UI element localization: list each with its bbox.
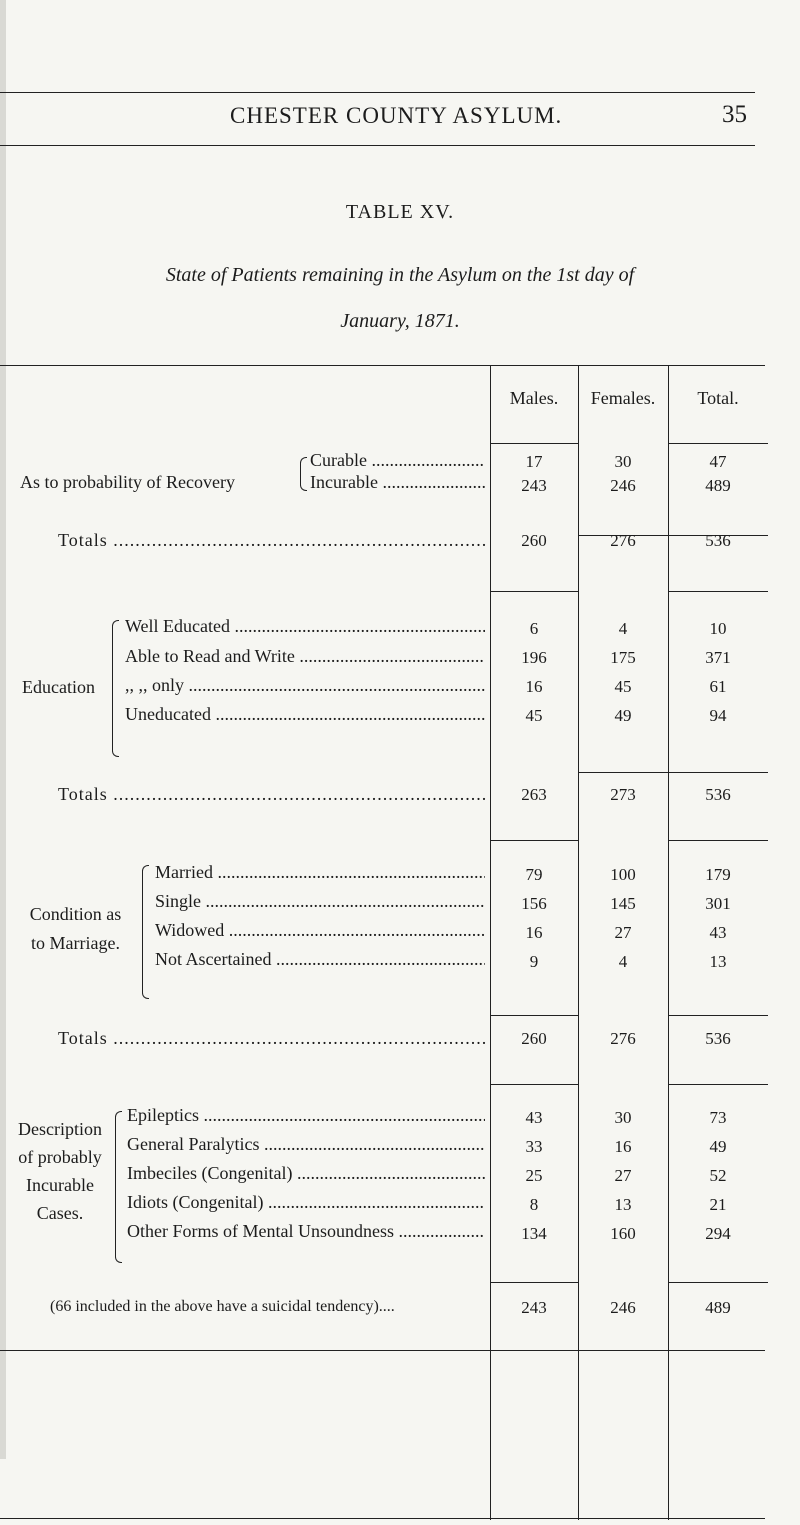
cell-married-females: 100 bbox=[610, 865, 636, 884]
cell-other-forms-females: 160 bbox=[610, 1224, 636, 1243]
cell-well-educated-total: 10 bbox=[709, 619, 727, 638]
section-rule bbox=[668, 1084, 768, 1085]
cell-totals-education-females: 273 bbox=[610, 785, 636, 804]
section-rule bbox=[668, 772, 768, 773]
page-number: 35 bbox=[722, 101, 747, 128]
cell-epileptics-males: 43 bbox=[525, 1108, 543, 1127]
cell-not-ascertained-females: 4 bbox=[618, 952, 628, 971]
marriage-brace bbox=[142, 865, 149, 999]
table-title: TABLE XV. bbox=[345, 201, 455, 223]
section-rule bbox=[490, 1084, 578, 1085]
cell-uneducated-males: 45 bbox=[525, 706, 543, 725]
cell-read-write-total: 371 bbox=[705, 648, 731, 667]
cell-single-total: 301 bbox=[705, 894, 731, 913]
cell-totals-marriage-females: 276 bbox=[610, 1029, 636, 1048]
row-label-not-ascertained: Not Ascertained ..... bbox=[155, 949, 485, 970]
cell-epileptics-total: 73 bbox=[709, 1108, 727, 1127]
section-rule bbox=[490, 840, 578, 841]
cell-single-males: 156 bbox=[521, 894, 547, 913]
cell-only-males: 16 bbox=[525, 677, 543, 696]
row-label-only: ,, ,, only ..... bbox=[125, 675, 485, 696]
cell-not-ascertained-total: 13 bbox=[709, 952, 727, 971]
cell-imbeciles-males: 25 bbox=[525, 1166, 543, 1185]
section-rule bbox=[668, 591, 768, 592]
cell-general-paralytics-females: 16 bbox=[614, 1137, 632, 1156]
marriage-group-label-line-1: Condition as bbox=[29, 904, 122, 924]
cell-widowed-males: 16 bbox=[525, 923, 543, 942]
cell-idiots-males: 8 bbox=[529, 1195, 539, 1214]
section-rule bbox=[490, 443, 578, 444]
incurable-group-label-line-3: Incurable bbox=[26, 1175, 94, 1195]
page-header bbox=[0, 92, 755, 146]
running-title: CHESTER COUNTY ASYLUM. bbox=[230, 103, 563, 128]
cell-widowed-females: 27 bbox=[614, 923, 632, 942]
incurable-brace bbox=[115, 1111, 122, 1263]
col-divider-total bbox=[668, 365, 669, 1520]
cell-totals-education-total: 536 bbox=[705, 785, 731, 804]
education-brace bbox=[112, 620, 119, 757]
cell-curable-males: 17 bbox=[525, 452, 543, 471]
section-rule bbox=[490, 591, 578, 592]
cell-imbeciles-females: 27 bbox=[614, 1166, 632, 1185]
row-label-uneducated: Uneducated ..... bbox=[125, 704, 485, 725]
cell-uneducated-total: 94 bbox=[709, 706, 727, 725]
section-rule bbox=[668, 1015, 768, 1016]
cell-only-females: 45 bbox=[614, 677, 632, 696]
row-label-single: Single ..... bbox=[155, 891, 485, 912]
cell-incurable-total: 489 bbox=[705, 476, 731, 495]
cell-totals-incurable-females: 246 bbox=[610, 1298, 636, 1317]
cell-only-total: 61 bbox=[709, 677, 727, 696]
cell-general-paralytics-total: 49 bbox=[709, 1137, 727, 1156]
cell-general-paralytics-males: 33 bbox=[525, 1137, 543, 1156]
table-end-rule bbox=[0, 1350, 765, 1351]
cell-idiots-total: 21 bbox=[709, 1195, 727, 1214]
row-label-married: Married ..... bbox=[155, 862, 485, 883]
cell-imbeciles-total: 52 bbox=[709, 1166, 727, 1185]
cell-epileptics-females: 30 bbox=[614, 1108, 632, 1127]
cell-other-forms-males: 134 bbox=[521, 1224, 547, 1243]
incurable-group-label-line-1: Description bbox=[18, 1119, 102, 1139]
column-header-males: Males. bbox=[509, 388, 559, 408]
caption-line-2: January, 1871. bbox=[340, 310, 460, 332]
row-label-epileptics: Epileptics ..... bbox=[127, 1105, 485, 1126]
education-group-label: Education bbox=[22, 677, 95, 697]
cell-married-males: 79 bbox=[525, 865, 543, 884]
section-rule bbox=[668, 443, 768, 444]
cell-well-educated-females: 4 bbox=[618, 619, 628, 638]
cell-idiots-females: 13 bbox=[614, 1195, 632, 1214]
totals-label-recovery: Totals ..... bbox=[58, 530, 486, 551]
marriage-group-label bbox=[18, 902, 133, 956]
cell-totals-recovery-females: 276 bbox=[610, 531, 636, 550]
section-rule bbox=[490, 1015, 578, 1016]
cell-single-females: 145 bbox=[610, 894, 636, 913]
cell-uneducated-females: 49 bbox=[614, 706, 632, 725]
incurable-group-label-line-4: Cases. bbox=[36, 1203, 84, 1223]
totals-label-marriage: Totals ..... bbox=[58, 1028, 486, 1049]
cell-married-total: 179 bbox=[705, 865, 731, 884]
recovery-brace bbox=[300, 457, 307, 491]
row-label-widowed: Widowed ..... bbox=[155, 920, 485, 941]
column-header-total: Total. bbox=[697, 388, 739, 408]
row-label-idiots: Idiots (Congenital) ..... bbox=[127, 1192, 485, 1213]
cell-totals-marriage-males: 260 bbox=[521, 1029, 547, 1048]
cell-well-educated-males: 6 bbox=[529, 619, 539, 638]
patients-table bbox=[0, 365, 770, 1525]
cell-totals-recovery-males: 260 bbox=[521, 531, 547, 550]
cell-widowed-total: 43 bbox=[709, 923, 727, 942]
caption-line-1: State of Patients remaining in the Asylum on the 1st day of bbox=[165, 264, 635, 286]
column-header-females: Females. bbox=[590, 388, 656, 408]
section-rule bbox=[668, 1282, 768, 1283]
cell-curable-females: 30 bbox=[614, 452, 632, 471]
cell-incurable-females: 246 bbox=[610, 476, 636, 495]
row-label-other-forms: Other Forms of Mental Unsoundness ..... bbox=[127, 1221, 485, 1242]
cell-totals-incurable-total: 489 bbox=[705, 1298, 731, 1317]
row-label-read-write: Able to Read and Write ..... bbox=[125, 646, 485, 667]
cell-read-write-males: 196 bbox=[521, 648, 547, 667]
row-label-general-paralytics: General Paralytics ..... bbox=[127, 1134, 485, 1155]
section-rule bbox=[490, 1282, 578, 1283]
incurable-group-label bbox=[14, 1115, 106, 1227]
cell-read-write-females: 175 bbox=[610, 648, 636, 667]
cell-totals-education-males: 263 bbox=[521, 785, 547, 804]
incurable-group-label-line-2: of probably bbox=[18, 1147, 102, 1167]
cell-totals-marriage-total: 536 bbox=[705, 1029, 731, 1048]
section-rule bbox=[578, 772, 668, 773]
cell-incurable-males: 243 bbox=[521, 476, 547, 495]
suicidal-tendency-note: (66 included in the above have a suicidal tendency).... bbox=[50, 1298, 395, 1315]
row-label-curable: Curable ..... bbox=[310, 450, 485, 471]
cell-curable-total: 47 bbox=[709, 452, 727, 471]
row-label-incurable: Incurable ..... bbox=[310, 472, 485, 493]
cell-totals-recovery-total: 536 bbox=[705, 531, 731, 550]
marriage-group-label-line-2: to Marriage. bbox=[31, 933, 120, 953]
section-rule bbox=[668, 840, 768, 841]
table-bottom-rule bbox=[0, 1518, 765, 1519]
cell-not-ascertained-males: 9 bbox=[529, 952, 539, 971]
cell-other-forms-total: 294 bbox=[705, 1224, 731, 1243]
cell-totals-incurable-males: 243 bbox=[521, 1298, 547, 1317]
row-label-imbeciles: Imbeciles (Congenital) ..... bbox=[127, 1163, 485, 1184]
table-caption bbox=[120, 252, 680, 344]
totals-label-education: Totals ..... bbox=[58, 784, 486, 805]
row-label-well-educated: Well Educated ..... bbox=[125, 616, 485, 637]
recovery-group-label: As to probability of Recovery bbox=[20, 472, 235, 492]
